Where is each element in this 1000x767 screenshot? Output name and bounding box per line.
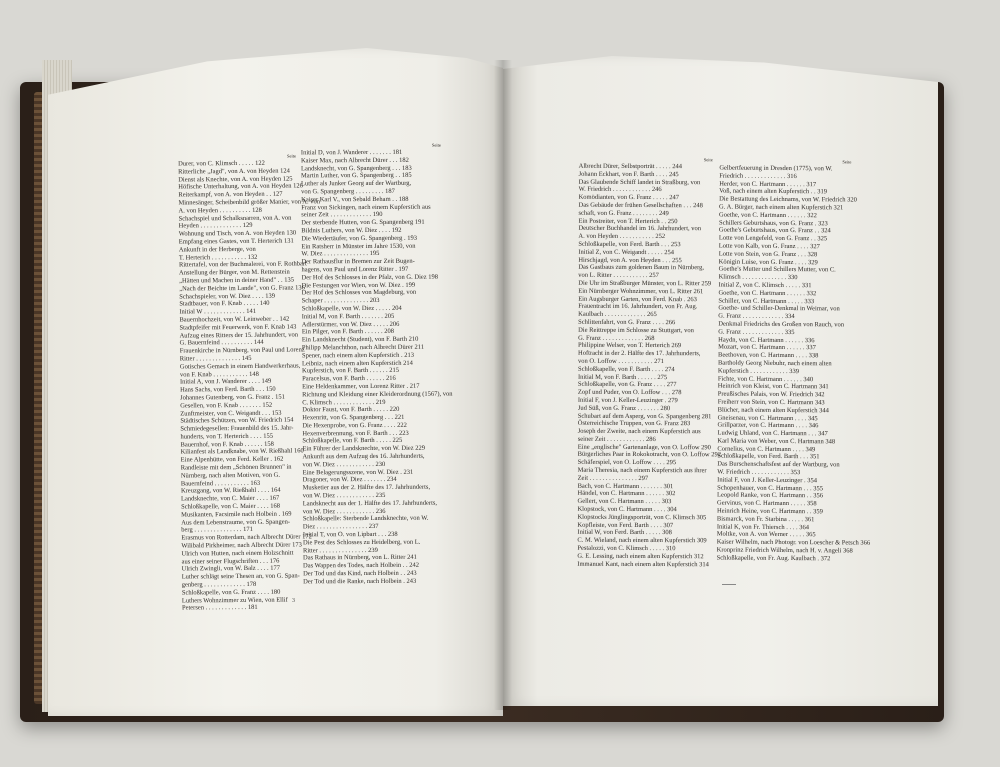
toc-entry: Initial M, von F. Barth . . . . . . . 205 bbox=[301, 312, 395, 321]
toc-entry: Schopenhauer, von C. Hartmann . . . 355 bbox=[717, 484, 824, 492]
toc-entry: Frauentracht im 16. Jahrhundert, von Fr. Aug. bbox=[578, 303, 698, 311]
toc-entry: Kreuzgang, von W. Rießhahl . . . . 164 bbox=[180, 487, 281, 495]
toc-entry: von W. Diez . . . . . . . . . . . . 235 bbox=[302, 491, 386, 500]
toc-entry: Der Hof des Schlosses von Magdeburg, von bbox=[301, 289, 417, 297]
toc-entry: Heinrich von Kleist, von C. Hartmann 341 bbox=[717, 382, 829, 391]
toc-entry: Initial F, von J. Keller-Leuzinger . 354 bbox=[717, 476, 818, 485]
toc-entry: Initial Z, von C. Klimsch . . . . . 331 bbox=[718, 281, 812, 290]
toc-entry: Eine Alpenhütte, von Ferd. Keller . 162 bbox=[180, 455, 284, 464]
toc-entry: Bauernhof, von F. Knab . . . . . . 158 bbox=[180, 440, 274, 449]
toc-entry: Kupferstich, von F. Barth . . . . . . 215 bbox=[302, 367, 400, 375]
toc-entry: Der sterbende Hutten, von G. Spangenberg 191 bbox=[301, 218, 425, 227]
toc-entry: G. Franz . . . . . . . . . . . . . 335 bbox=[718, 328, 795, 336]
toc-entry: Gneisenau, von C. Hartmann . . . . 345 bbox=[717, 414, 818, 422]
toc-entry: Wohnung und Tisch, von A. von Heyden 130 bbox=[178, 229, 297, 238]
toc-entry: Das Rathaus in Nürnberg, von L. Ritter 241 bbox=[302, 554, 417, 562]
toc-entry: Musikanten, Facsimile nach Holbein . 169 bbox=[181, 510, 292, 519]
toc-entry: Musketier aus der 2. Hälfte des 17. Jahrhunderts, bbox=[302, 483, 431, 492]
toc-entry: Ulrich von Hutten, nach einem Holzschnitt bbox=[181, 549, 294, 558]
toc-entry: Kaiser Karl V., von Sebald Beham . . 188 bbox=[301, 195, 409, 204]
toc-entry: Nürnberg, nach alten Motiven, von G. bbox=[180, 471, 281, 480]
toc-entry: G. Franz . . . . . . . . . . . . . 334 bbox=[718, 312, 795, 321]
toc-entry: Bauernhochzeit, von W. Leinweber . . 142 bbox=[179, 315, 290, 324]
toc-entry: Goethe, von C. Hartmann . . . . . . 332 bbox=[718, 289, 817, 297]
toc-entry: Philipp Melanchthon, nach Albrecht Dürer 211 bbox=[301, 343, 425, 352]
toc-entry: Frauenkirche in Nürnberg, von Paul und Lorenz bbox=[179, 346, 305, 355]
toc-entry: Reiterkampf, von A. von Heyden . . 127 bbox=[178, 190, 283, 199]
toc-entry: Kaiser Wilhelm, nach Photogr. von Loescher & Petsch 366 bbox=[716, 538, 871, 547]
toc-entry: Anstellung der Bürger, von M. Rettenstein bbox=[179, 268, 290, 277]
toc-entry: Gesellen, von F. Knab . . . . . . . 152 bbox=[180, 401, 273, 410]
toc-entry: Joseph der Zweite, nach einem Kupferstich aus bbox=[577, 427, 701, 436]
toc-entry: Eine „englische" Gartenanlage, von O. Loffow 290 bbox=[577, 443, 711, 451]
toc-entry: Empfang eines Gastes, von T. Herterich 131 bbox=[178, 237, 294, 246]
toc-entry: Gotisches Gemach in einem Handwerkerhaus, bbox=[179, 362, 301, 371]
column-end-rule bbox=[722, 584, 736, 585]
toc-entry: Ankunft aus dem Aufzug des 16. Jahrhunderts, bbox=[302, 452, 425, 461]
toc-entry: Ulrich Zwingli, von W. Balz . . . . 177 bbox=[181, 565, 281, 573]
toc-entry: Ein Ratsherr in Münster im Jahre 1530, von bbox=[301, 242, 416, 250]
toc-entry: Deutscher Buchhandel im 16. Jahrhundert, von bbox=[578, 225, 702, 233]
toc-entry: Bach, von C. Hartmann . . . . . . . 301 bbox=[577, 482, 674, 490]
toc-entry: Schloßkapelle, von C. Maier . . . . 168 bbox=[181, 502, 281, 511]
toc-entry: Schloßkapelle, von W. Diez . . . . . 204 bbox=[301, 304, 402, 313]
toc-entry: Zunftmeister, von C. Weigandt . . . 153 bbox=[180, 409, 282, 418]
toc-entry: Ein Nürnberger Wohnzimmer, von L. Ritter 261 bbox=[578, 287, 704, 295]
toc-entry: Grillparzer, von C. Hartmann . . . . 346 bbox=[717, 421, 819, 430]
toc-entry: Pestalozzi, von C. Klimsch . . . . . 310 bbox=[577, 544, 676, 553]
page-mark: 3 bbox=[292, 598, 295, 604]
toc-entry: „Nach der Beichte im Lande", von G. Franz 136 bbox=[179, 284, 305, 293]
toc-entry: Spener, nach einem alten Kupferstich . 213 bbox=[301, 351, 414, 360]
toc-entry: Blücher, nach einem alten Kupferstich 344 bbox=[717, 406, 829, 415]
toc-entry: Zeit . . . . . . . . . . . . . . . 297 bbox=[577, 474, 649, 482]
toc-entry: Martin Luther, von G. Spangenberg . . 185 bbox=[300, 172, 412, 180]
toc-entry: W. Friedrich . . . . . . . . . . . . 353 bbox=[717, 468, 801, 477]
toc-entry: hunderts, von T. Herterich . . . . 155 bbox=[180, 432, 274, 441]
toc-entry: seiner Zeit . . . . . . . . . . . . . 190 bbox=[301, 211, 383, 219]
toc-entry: Initial A, von J. Wanderer . . . . 149 bbox=[179, 378, 272, 386]
toc-entry: Das Gastbaus zum goldenen Baum in Nürnberg, bbox=[578, 264, 705, 272]
toc-entry: Ritter . . . . . . . . . . . . . . . 239 bbox=[302, 546, 378, 555]
toc-entry: Schloßkapelle, von F. Barth . . . . 274 bbox=[577, 365, 675, 373]
toc-entry: Minnesänger, Scheibenbild größer Manier, von A. von bbox=[178, 198, 320, 207]
toc-entry: Initial W, von Ferd. Barth . . . . . 308 bbox=[577, 529, 672, 537]
toc-entry: T. Herterich . . . . . . . . . . . 132 bbox=[178, 253, 258, 262]
toc-entry: Schaper . . . . . . . . . . . . . . 203 bbox=[301, 297, 380, 305]
toc-entry: A. von Heyden . . . . . . . . . . . 252 bbox=[578, 232, 666, 241]
toc-entry: Ein Führer der Landsknechte, von W. Diez 229 bbox=[302, 445, 426, 453]
toc-entry: Schlittenfahrt, von G. Franz . . . . 266 bbox=[578, 318, 676, 327]
toc-entry: Haydn, von C. Hartmann . . . . . . 336 bbox=[718, 336, 815, 344]
toc-entry: von W. Diez . . . . . . . . . . . . 230 bbox=[302, 460, 386, 469]
toc-entry: Doktor Faust, von F. Barth . . . . . 220 bbox=[302, 406, 400, 414]
toc-entry: Philippine Welser, von T. Herterich 269 bbox=[578, 342, 682, 350]
toc-entry: Luther schlägt seine Thesen an, von G. Span- bbox=[181, 572, 300, 581]
toc-entry: Landsknecht aus der 1. Hälfte des 17. Jahrhunderts, bbox=[302, 499, 438, 508]
column-header: Seite bbox=[703, 157, 713, 163]
toc-entry: Hirschjagd, von A. von Heyden . . . 255 bbox=[578, 256, 682, 264]
toc-entry: Ein Postreiter, von T. Herterich . . 250 bbox=[578, 217, 678, 225]
toc-entry: Die Wiedertäufer, von G. Spangenberg . 193 bbox=[301, 234, 418, 243]
toc-entry: Hexenritt, von G. Spangenberg . . . 221 bbox=[302, 413, 405, 422]
toc-entry: Leibniz, nach einem alten Kupferstich 214 bbox=[301, 359, 413, 367]
toc-entry: Beethoven, von C. Hartmann . . . . 338 bbox=[718, 351, 819, 360]
toc-entry: Händel, von C. Hartmann . . . . . . 302 bbox=[577, 490, 676, 498]
toc-entry: schaft, von G. Franz . . . . . . . . 249 bbox=[578, 209, 669, 217]
toc-entry: Gervinus, von C. Hartmann . . . . . 358 bbox=[716, 499, 817, 508]
toc-entry: Paracelsus, von F. Barth . . . . . . 216 bbox=[302, 374, 396, 383]
toc-entry: aus einer seiner Flugschriften . . . 176 bbox=[181, 557, 280, 566]
toc-entry: Der Hof des Schlosses in der Pfalz, von G. Diez 198 bbox=[301, 273, 439, 282]
toc-entry: von L. Ritter . . . . . . . . . . . 257 bbox=[578, 271, 659, 280]
toc-entry: Hans Sachs, von Ferd. Barth . . . 150 bbox=[180, 385, 276, 394]
column-header: Seite bbox=[431, 142, 441, 148]
toc-entry: Johann Eckhart, von F. Barth . . . . 245 bbox=[578, 170, 679, 178]
toc-entry: Bauernfeind . . . . . . . . . . . 163 bbox=[180, 479, 261, 488]
toc-entry: Diez . . . . . . . . . . . . . . . . 237 bbox=[302, 523, 379, 531]
toc-entry: W. Friedrich . . . . . . . . . . . . 246 bbox=[578, 186, 662, 194]
toc-entry: Goethe- und Schiller-Denkmal in Weimar, von bbox=[718, 304, 840, 313]
toc-entry: Eine Heldenkammer, von Lorenz Ritter . 217 bbox=[302, 382, 420, 391]
toc-entry: Schachspiel und Schalksnarren, von A. von bbox=[178, 214, 292, 223]
toc-entry: Fichte, von C. Hartmann . . . . . . 340 bbox=[717, 375, 814, 383]
toc-entry: seiner Zeit . . . . . . . . . . . . 286 bbox=[577, 435, 656, 443]
toc-entry: Das Burschenschaftsfest auf der Wartburg, von bbox=[717, 460, 840, 469]
toc-entry: Randleiste mit dem „Schönen Brunnen" in bbox=[180, 463, 292, 472]
toc-entry: Mozart, von C. Hartmann . . . . . . 337 bbox=[718, 343, 816, 352]
toc-entry: Cornelius, von C. Hartmann . . . . 349 bbox=[717, 445, 816, 453]
toc-entry: Immanuel Kant, nach einem alten Kupferstich 314 bbox=[577, 560, 709, 568]
toc-entry: Das Glaubende Schiff landet in Straßburg, von bbox=[578, 178, 701, 186]
toc-entry: Klopstock, von C. Hartmann . . . . 304 bbox=[577, 505, 677, 514]
toc-entry: Dragoner, von W. Diez . . . . . . . 234 bbox=[302, 476, 397, 484]
toc-entry: Voß, nach einem alten Kupferstich . . 319 bbox=[719, 187, 828, 196]
toc-entry: Lotte von Lengefeld, von G. Franz . . 325 bbox=[718, 234, 828, 243]
toc-entry: Moltke, von A. von Werner . . . . . 365 bbox=[716, 530, 816, 539]
toc-entry: Durer, von C. Klimsch . . . . . 122 bbox=[178, 159, 265, 168]
toc-entry: Rittertafel, von der Buchmalerei, von F. Rothbart bbox=[178, 260, 307, 269]
toc-entry: Aus dem Lebenstraume, von G. Spangen- bbox=[181, 518, 291, 527]
toc-entry: C. Klimsch . . . . . . . . . . . . . 219 bbox=[302, 398, 386, 406]
toc-entry: Herder, von C. Hartmann . . . . . . 317 bbox=[719, 180, 817, 188]
toc-entry: Ritter . . . . . . . . . . . . . . 145 bbox=[179, 354, 252, 363]
toc-entry: Heinrich Heine, von C. Hartmann . . 359 bbox=[716, 507, 823, 516]
toc-entry: Denkmal Friedrichs des Großen von Rauch, von bbox=[718, 320, 845, 329]
toc-column-1 bbox=[178, 153, 320, 612]
toc-entry: Stadtpfeifer mit Feuerwerk, von F. Knab 143 bbox=[179, 323, 297, 332]
toc-entry: Landsknecht, von G. Spangenberg . . . 183 bbox=[300, 164, 412, 172]
toc-entry: Maria Theresia, nach einem Kupferstich aus ihrer bbox=[577, 466, 707, 475]
toc-entry: Die Reittreppe im Schlosse zu Stuttgart, von bbox=[578, 326, 694, 334]
toc-entry: Initial D, von J. Wanderer . . . . . . . 181 bbox=[300, 148, 403, 157]
toc-entry: Schloßkapelle, von G. Franz . . . . 277 bbox=[577, 381, 677, 389]
toc-entry: Erasmus von Rotterdam, nach Albrecht Dürer 172 bbox=[181, 533, 312, 542]
toc-entry: Die Uhr im Straßburger Münster, von L. Ritter 259 bbox=[578, 279, 712, 288]
toc-entry: Schloßkapelle, von Ferd. Barth . . . 351 bbox=[717, 453, 820, 461]
toc-entry: von F. Knab . . . . . . . . . . . 148 bbox=[179, 370, 259, 379]
column-header: Seite bbox=[286, 153, 297, 159]
toc-entry: G. A. Bürger, nach einem alten Kupferstich 321 bbox=[719, 203, 844, 212]
toc-entry: Initial F, von J. Keller-Leuzinger . 279 bbox=[577, 396, 678, 405]
toc-entry: Komödianten, von G. Franz . . . . . 247 bbox=[578, 193, 679, 202]
toc-entry: Bürgerliches Paar in Rokokotracht, von O. Loffow 292 bbox=[577, 451, 721, 459]
toc-entry: von W. Diez . . . . . . . . . . . . 236 bbox=[302, 507, 386, 516]
toc-entry: Jud Süß, von G. Franz . . . . . . . 280 bbox=[577, 404, 671, 412]
book-gutter bbox=[494, 60, 512, 710]
toc-entry: Initial K, von Fr. Thiersch . . . . 364 bbox=[716, 523, 810, 531]
toc-entry: von O. Loffow . . . . . . . . . . . 271 bbox=[577, 357, 664, 365]
toc-entry: Der Rathausflur in Bremen zur Zeit Bugen- bbox=[301, 257, 415, 266]
toc-entry: Der Tod und die Ranke, nach Holbein . 243 bbox=[303, 577, 417, 586]
toc-entry: A. von Heyden . . . . . . . . . . 128 bbox=[178, 206, 262, 215]
toc-entry: Schmiedegesellen: Frauenbild des 15. Jahr- bbox=[180, 424, 294, 433]
toc-entry: Initial T, von O. von Lipbart . . . 238 bbox=[302, 530, 398, 539]
toc-entry: Schiller, von C. Hartmann . . . . . 333 bbox=[718, 297, 815, 305]
toc-entry: Initial W . . . . . . . . . . . . . 141 bbox=[179, 307, 257, 316]
toc-entry: Goethe's Geburtshaus, von G. Franz . . 324 bbox=[718, 226, 831, 235]
toc-entry: „Hätten und Machen in deiner Hand" . . 135 bbox=[179, 276, 295, 285]
toc-entry: Ludwig Uhland, von C. Hartmann . . . 347 bbox=[717, 429, 828, 438]
toc-entry: Ein Augsburger Garten, von Ferd. Knab . 263 bbox=[578, 295, 697, 303]
toc-entry: Petersen . . . . . . . . . . . . . 181 bbox=[181, 604, 258, 612]
toc-entry: G. Bauernfeind . . . . . . . . . . 144 bbox=[179, 339, 264, 347]
toc-entry: Eine Belagerungsszene, von W. Diez . 231 bbox=[302, 468, 414, 477]
toc-entry: Heyden . . . . . . . . . . . . . 129 bbox=[178, 222, 253, 230]
toc-entry: Lotte von Kalb, von G. Franz . . . . 327 bbox=[718, 242, 820, 251]
toc-entry: Albrecht Dürer, Selbstporträt . . . . . 244 bbox=[578, 162, 683, 171]
toc-entry: Kronprinz Friedrich Wilhelm, nach H. v. Angeli 368 bbox=[716, 546, 853, 555]
toc-entry: Schillers Geburtshaus, von G. Franz . 323 bbox=[718, 219, 828, 227]
toc-entry: Schubart auf dem Asperg, von G. Spangenberg 281 bbox=[577, 412, 712, 420]
toc-entry: Schachspieler, von W. Diez . . . . 139 bbox=[179, 292, 276, 301]
toc-entry: Schloßkapelle: Sterbende Landsknechte, von W. bbox=[302, 515, 429, 523]
toc-entry: Franz von Sickingen, nach einem Kupferstich aus bbox=[301, 203, 431, 211]
toc-entry: Ein Landsknecht (Student), von F. Barth 210 bbox=[301, 335, 419, 344]
toc-entry: Hoftracht in der 2. Hälfte des 17. Jahrhunderts, bbox=[578, 349, 701, 358]
toc-entry: von G. Spangenberg . . . . . . . . . 187 bbox=[301, 187, 395, 196]
toc-entry: Kilianfest als Landknabe, von W. Rießhahl 160 bbox=[180, 447, 304, 456]
toc-entry: Königin Luise, von G. Franz . . . . 329 bbox=[718, 258, 818, 266]
toc-entry: Preußisches Palais, von W. Friedrich 342 bbox=[717, 390, 825, 399]
toc-entry: Gellert, von C. Hartmann . . . . . 303 bbox=[577, 498, 672, 506]
toc-entry: Österreichische Truppen, von G. Franz 283 bbox=[577, 420, 691, 428]
toc-entry: Schloßkapelle, von Fr. Aug. Kaulbach . 372 bbox=[716, 554, 831, 563]
toc-entry: Zopf und Puder, von O. Loffow . . . 278 bbox=[577, 388, 682, 397]
toc-entry: Wilibald Pirkheimer, nach Albrecht Dürer 173 bbox=[181, 541, 302, 550]
toc-entry: Ankunft in der Herberge, von bbox=[178, 245, 256, 254]
toc-entry: Schloßkapelle, von G. Franz . . . . 180 bbox=[181, 588, 281, 597]
toc-entry: Friedrich . . . . . . . . . . . . . 316 bbox=[719, 172, 797, 180]
toc-entry: Der Tod und das Kind, nach Holbein . . 243 bbox=[303, 569, 417, 578]
toc-column-4 bbox=[716, 159, 871, 564]
toc-entry: Dienst als Knechte, von A. von Heyden 125 bbox=[178, 175, 293, 184]
toc-entry: Bismarck, von Fr. Starbina . . . . . 361 bbox=[716, 515, 815, 524]
toc-entry: Aufzug eines Ritters der 15. Jahrhundert, von bbox=[179, 331, 299, 340]
toc-entry: Bildnis Luthers, von W. Diez . . . . 192 bbox=[301, 226, 402, 235]
toc-entry: Schloßkapelle, von F. Barth . . . . . 225 bbox=[302, 437, 403, 445]
toc-entry: Adlerstürmer, von W. Diez . . . . . 206 bbox=[301, 320, 400, 328]
toc-entry: Kupferstich . . . . . . . . . . . . 339 bbox=[717, 367, 800, 375]
toc-entry: Schloßkapelle, von Ferd. Barth . . . 253 bbox=[578, 240, 681, 249]
toc-entry: Hexenverbrennung, von F. Barth . . . 223 bbox=[302, 429, 409, 438]
toc-entry: Johannes Gutenberg, von G. Franz . 151 bbox=[180, 393, 285, 402]
toc-entry: hagens, von Paul und Lorenz Ritter . 197 bbox=[301, 265, 409, 274]
toc-column-2 bbox=[300, 142, 453, 586]
toc-entry: Initial M, von F. Barth . . . . . . 275 bbox=[577, 373, 668, 381]
toc-entry: Luther als Junker Georg auf der Wartburg, bbox=[301, 179, 412, 188]
toc-entry: Schäferspiel, von O. Loffow . . . . 295 bbox=[577, 459, 677, 467]
toc-entry: Gelbertfeuerung in Dresden (1775), von W. bbox=[719, 164, 833, 173]
toc-entry: G. E. Lessing, nach einem alten Kupferstich 312 bbox=[577, 552, 704, 561]
toc-entry: Luthers Wohnzimmer zu Wien, von Ellif bbox=[181, 596, 288, 605]
toc-entry: Klimsch . . . . . . . . . . . . . . 330 bbox=[718, 273, 798, 282]
toc-entry: genberg . . . . . . . . . . . . . 178 bbox=[181, 580, 257, 589]
toc-entry: Leopold Ranke, von C. Hartmann . . 356 bbox=[717, 492, 824, 500]
toc-entry: Kopfleiste, von Ferd. Barth . . . . 307 bbox=[577, 521, 674, 529]
column-header: Seite bbox=[842, 159, 852, 165]
toc-entry: Initial Z, von C. Weigandt . . . . . 254 bbox=[578, 248, 674, 256]
toc-column-3 bbox=[577, 157, 721, 569]
toc-entry: Die Bestattung des Leichnams, von W. Friedrich 320 bbox=[719, 195, 857, 204]
toc-entry: Goethe, von C. Hartmann . . . . . . 322 bbox=[718, 211, 817, 220]
toc-entry: Die Hexenprobe, von G. Franz . . . . 222 bbox=[302, 421, 407, 430]
toc-entry: Das Wappen des Todes, nach Holbein . . 242 bbox=[303, 561, 420, 570]
toc-entry: Die Pest des Schlosses zu Heidelberg, von L. bbox=[302, 538, 421, 547]
toc-entry: Die Festungen vor Wien, von W. Diez . 199 bbox=[301, 281, 416, 289]
toc-entry: G. Franz . . . . . . . . . . . . . 268 bbox=[578, 334, 655, 342]
toc-entry: Landsknechte, von C. Maier . . . . 167 bbox=[180, 494, 280, 503]
toc-entry: Freiherr von Stein, von C. Hartmann 343 bbox=[717, 398, 825, 407]
toc-entry: Ritterliche „Jagd", von A. von Heyden 124 bbox=[178, 167, 290, 176]
toc-entry: Stadtbauer, von F. Knab . . . . . 140 bbox=[179, 300, 270, 308]
toc-entry: Höfische Unterhaltung, von A. von Heyden 126 bbox=[178, 182, 303, 191]
toc-entry: W. Diez . . . . . . . . . . . . . . 195 bbox=[301, 250, 380, 258]
toc-entry: Bartholdy Georg Niebuhr, nach einem alten bbox=[717, 359, 832, 368]
toc-entry: Kaulbach . . . . . . . . . . . . . 265 bbox=[578, 310, 657, 319]
toc-entry: Das Gebäude der frühen Gesellschaften . . . 248 bbox=[578, 201, 703, 210]
toc-entry: Ein Pilger, von F. Barth . . . . . . 208 bbox=[301, 328, 395, 336]
toc-entry: Karl Maria von Weber, von C. Hartmann 348 bbox=[717, 437, 836, 446]
toc-entry: berg . . . . . . . . . . . . . . . 171 bbox=[181, 526, 253, 534]
toc-entry: C. M. Wieland, nach einem alten Kupferstich 309 bbox=[577, 537, 707, 545]
toc-entry: Klopstocks Jünglingsporträt, von C. Klimsch 305 bbox=[577, 513, 707, 522]
toc-entry: Lotte von Stein, von G. Franz . . . 328 bbox=[718, 250, 818, 258]
toc-entry: Kaiser Max, nach Albrecht Dürer . . . 182 bbox=[300, 156, 409, 165]
toc-entry: Richtung und Kleidung einer Kleiderordnung (1567), von bbox=[302, 390, 453, 399]
toc-entry: Städtisches Schützen, von W. Friedrich 154 bbox=[180, 416, 294, 425]
toc-entry: Goethe's Mutter und Schillers Mutter, von C. bbox=[718, 265, 836, 274]
